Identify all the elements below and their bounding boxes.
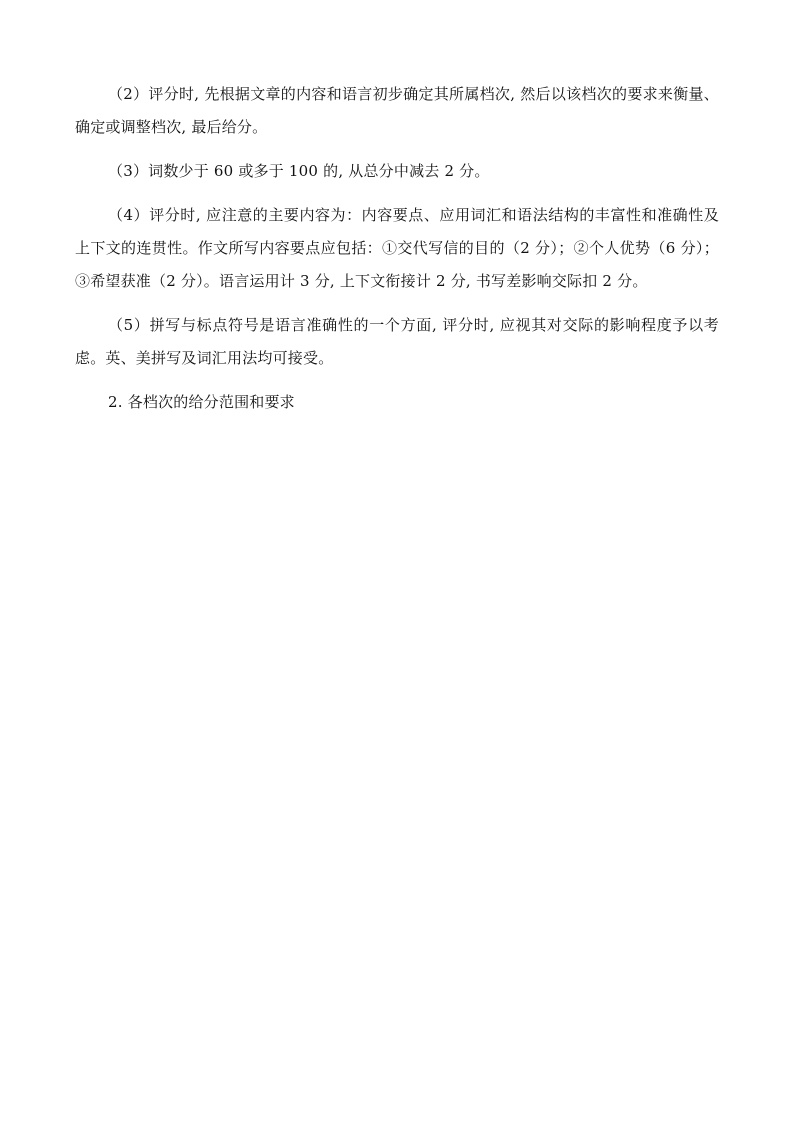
scoring-rule-5: （5）拼写与标点符号是语言准确性的一个方面, 评分时, 应视其对交际的影响程度予以考虑。英、美拼写及词汇用法均可接受。 <box>75 316 719 367</box>
scoring-rule-3: （3）词数少于 60 或多于 100 的, 从总分中减去 2 分。 <box>108 162 490 180</box>
scoring-rule-2: （2）评分时, 先根据文章的内容和语言初步确定其所属档次, 然后以该档次的要求来衡量、确定或调整档次, 最后给分。 <box>75 85 719 136</box>
section-heading: 2. 各档次的给分范围和要求 <box>108 393 295 411</box>
document-body <box>75 78 719 430</box>
scoring-rule-4: （4）评分时, 应注意的主要内容为：内容要点、应用词汇和语法结构的丰富性和准确性及上下文的连贯性。作文所写内容要点应包括：①交代写信的目的（2 分）；②个人优势（6 分）；③希望获准（2 分）。语言运用计 3 分, 上下文衔接计 2 分, 书写差影响交际扣 2 分。 <box>75 206 719 290</box>
